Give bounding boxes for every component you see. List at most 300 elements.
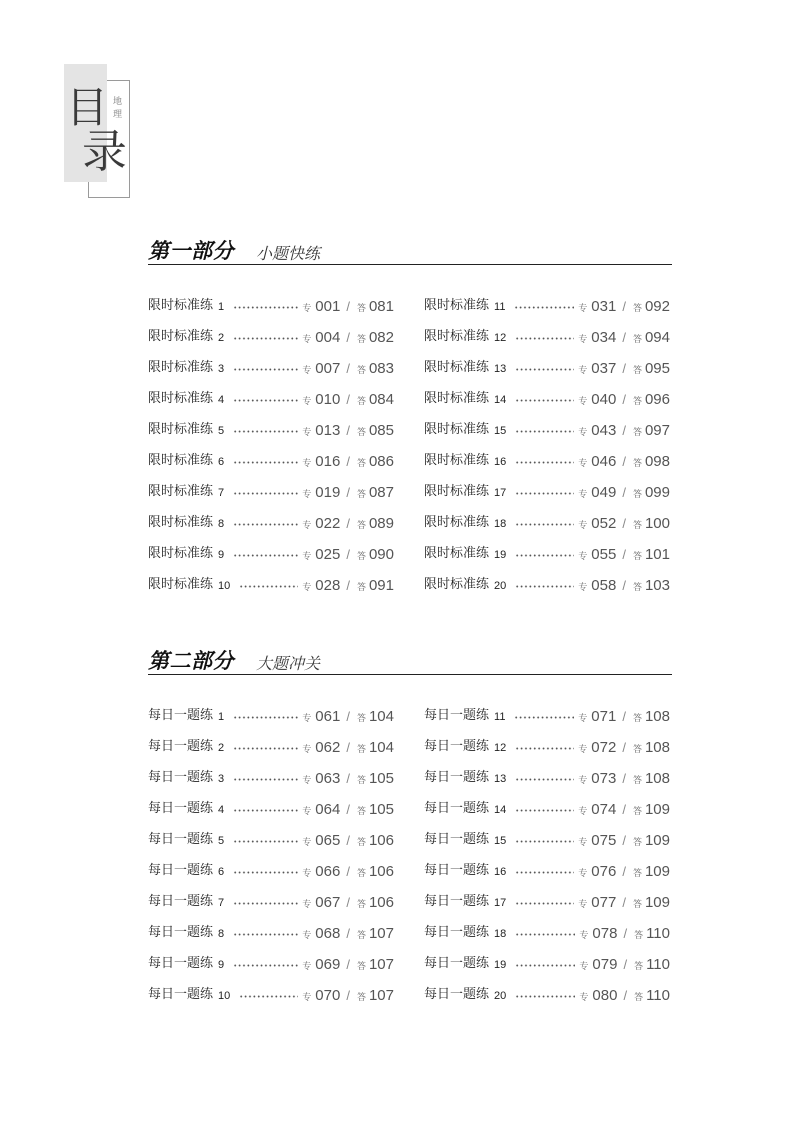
page-separator: / [346, 422, 350, 438]
answer-page-mark: 答 [632, 396, 642, 407]
page-reference [578, 577, 670, 594]
answer-page-number: 090 [368, 545, 394, 563]
entry-title: 限时标准练 [424, 422, 490, 437]
entry-title: 每日一题练 [424, 956, 490, 971]
answer-page-mark: 答 [356, 551, 366, 562]
entry-number: 7 [218, 487, 225, 499]
entry-title: 每日一题练 [424, 801, 490, 816]
page-separator: / [346, 739, 350, 755]
page-reference [578, 739, 670, 756]
entry-number: 18 [494, 518, 507, 530]
practice-page-number: 058 [591, 576, 617, 594]
entry-number: 14 [494, 804, 507, 816]
answer-page-mark: 答 [356, 744, 366, 755]
entry-number: 16 [494, 456, 507, 468]
practice-page-mark: 专 [578, 713, 588, 724]
practice-page-mark: 专 [302, 992, 312, 1003]
toc-entry [148, 420, 394, 440]
page-reference [302, 391, 394, 408]
toc-entry [148, 799, 394, 819]
answer-page-mark: 答 [356, 489, 366, 500]
page-reference [578, 329, 670, 346]
page-reference [302, 422, 394, 439]
entry-number: 12 [494, 332, 507, 344]
toc-entry [424, 861, 670, 881]
page-reference [302, 863, 394, 880]
entry-number: 5 [218, 425, 225, 437]
entry-title: 限时标准练 [148, 422, 214, 437]
answer-page-mark: 答 [632, 868, 642, 879]
answer-page-mark: 答 [356, 961, 366, 972]
entry-title: 每日一题练 [424, 832, 490, 847]
entry-number: 8 [218, 928, 225, 940]
page-separator: / [622, 484, 626, 500]
page-separator: / [346, 708, 350, 724]
entry-number: 20 [494, 990, 507, 1002]
entry-title: 限时标准练 [148, 391, 214, 406]
answer-page-mark: 答 [356, 365, 366, 376]
practice-page-mark: 专 [578, 744, 588, 755]
answer-page-mark: 答 [634, 992, 644, 1003]
practice-page-number: 031 [591, 297, 617, 315]
answer-page-mark: 答 [632, 334, 642, 345]
answer-page-number: 089 [368, 514, 394, 532]
dot-leader [515, 399, 574, 402]
answer-page-number: 109 [644, 831, 670, 849]
answer-page-mark: 答 [356, 775, 366, 786]
page-reference [578, 708, 670, 725]
practice-page-number: 028 [315, 576, 341, 594]
entry-title: 限时标准练 [424, 391, 490, 406]
dot-leader [233, 430, 298, 433]
toc-entry [424, 954, 670, 974]
entry-title: 每日一题练 [148, 863, 214, 878]
page-separator: / [622, 770, 626, 786]
entry-title: 限时标准练 [148, 453, 214, 468]
toc-entry [148, 768, 394, 788]
answer-page-number: 108 [644, 707, 670, 725]
dot-leader [233, 492, 298, 495]
answer-page-number: 110 [646, 924, 670, 942]
answer-page-number: 104 [368, 738, 394, 756]
toc-list [148, 296, 672, 596]
practice-page-number: 022 [315, 514, 341, 532]
dot-leader [233, 933, 298, 936]
dot-leader [514, 716, 574, 719]
toc-entry [148, 327, 394, 347]
entry-number: 2 [218, 742, 225, 754]
answer-page-number: 099 [644, 483, 670, 501]
dot-leader [515, 964, 575, 967]
toc-entry [148, 861, 394, 881]
dot-leader [515, 492, 574, 495]
toc-entry [148, 482, 394, 502]
toc-entry [424, 327, 670, 347]
toc-entry [148, 296, 394, 316]
answer-page-mark: 答 [356, 582, 366, 593]
answer-page-mark: 答 [356, 930, 366, 941]
page-reference [578, 360, 670, 377]
entry-title: 限时标准练 [148, 546, 214, 561]
entry-title: 限时标准练 [424, 577, 490, 592]
practice-page-number: 043 [591, 421, 617, 439]
page-reference [579, 987, 670, 1004]
page-reference [302, 832, 394, 849]
part-label: 第二部分 [148, 649, 234, 673]
page-separator: / [346, 894, 350, 910]
answer-page-number: 109 [644, 862, 670, 880]
practice-page-mark: 专 [578, 427, 588, 438]
section-rule [148, 264, 672, 265]
page-separator: / [623, 956, 628, 972]
dot-leader [515, 585, 574, 588]
dot-leader [515, 995, 575, 998]
answer-page-number: 108 [644, 738, 670, 756]
practice-page-mark: 专 [578, 303, 588, 314]
dot-leader [515, 368, 574, 371]
dot-leader [233, 399, 298, 402]
practice-page-mark: 专 [578, 365, 588, 376]
page-reference [302, 515, 394, 532]
toc-entry [424, 420, 670, 440]
page-reference [578, 863, 670, 880]
page-separator: / [622, 422, 626, 438]
answer-page-number: 095 [644, 359, 670, 377]
toc-entry [424, 985, 670, 1005]
practice-page-mark: 专 [302, 427, 312, 438]
page-separator: / [622, 863, 626, 879]
entry-number: 4 [218, 394, 225, 406]
page-separator: / [622, 453, 626, 469]
answer-page-number: 084 [368, 390, 394, 408]
answer-page-mark: 答 [632, 744, 642, 755]
practice-page-number: 075 [591, 831, 617, 849]
toc-entry [424, 892, 670, 912]
entry-title: 每日一题练 [424, 708, 490, 723]
page-separator: / [346, 546, 350, 562]
page-reference [578, 515, 670, 532]
page-title-char-1: 目 [66, 83, 109, 132]
page-separator: / [346, 832, 350, 848]
entry-number: 12 [494, 742, 507, 754]
practice-page-number: 052 [591, 514, 617, 532]
practice-page-number: 076 [591, 862, 617, 880]
practice-page-mark: 专 [578, 334, 588, 345]
page-reference [302, 360, 394, 377]
page-separator: / [346, 577, 350, 593]
answer-page-number: 109 [644, 893, 670, 911]
toc-entry [148, 513, 394, 533]
practice-page-number: 066 [315, 862, 341, 880]
answer-page-mark: 答 [632, 551, 642, 562]
practice-page-number: 010 [315, 390, 341, 408]
dot-leader [233, 747, 298, 750]
entry-title: 限时标准练 [424, 484, 490, 499]
page-separator: / [622, 739, 626, 755]
answer-page-number: 097 [644, 421, 670, 439]
answer-page-number: 108 [644, 769, 670, 787]
dot-leader [515, 902, 574, 905]
answer-page-number: 081 [368, 297, 394, 315]
answer-page-number: 109 [644, 800, 670, 818]
answer-page-number: 096 [644, 390, 670, 408]
answer-page-number: 107 [368, 924, 394, 942]
answer-page-number: 101 [644, 545, 670, 563]
page-reference [302, 801, 394, 818]
entry-title: 限时标准练 [148, 484, 214, 499]
toc-entry [148, 985, 394, 1005]
dot-leader [233, 840, 298, 843]
part-title: 大题冲关 [256, 654, 321, 673]
toc-list [148, 706, 672, 1006]
entry-number: 13 [494, 363, 507, 375]
practice-page-mark: 专 [302, 713, 312, 724]
page-separator: / [346, 453, 350, 469]
entry-number: 20 [494, 580, 507, 592]
practice-page-mark: 专 [578, 806, 588, 817]
practice-page-mark: 专 [578, 868, 588, 879]
practice-page-number: 013 [315, 421, 341, 439]
answer-page-mark: 答 [356, 806, 366, 817]
page-separator: / [622, 801, 626, 817]
practice-page-mark: 专 [302, 303, 312, 314]
page-reference [579, 925, 670, 942]
page-reference [302, 329, 394, 346]
toc-entry [148, 830, 394, 850]
answer-page-mark: 答 [632, 427, 642, 438]
practice-page-number: 019 [315, 483, 341, 501]
practice-page-number: 046 [591, 452, 617, 470]
practice-page-mark: 专 [302, 837, 312, 848]
toc-entry [424, 296, 670, 316]
page-separator: / [346, 484, 350, 500]
answer-page-mark: 答 [632, 520, 642, 531]
entry-title: 每日一题练 [424, 863, 490, 878]
practice-page-number: 069 [315, 955, 341, 973]
answer-page-number: 107 [368, 955, 394, 973]
answer-page-number: 091 [368, 576, 394, 594]
subject-label-char-1: 地 [113, 97, 123, 107]
answer-page-number: 086 [368, 452, 394, 470]
dot-leader [515, 461, 574, 464]
answer-page-number: 094 [644, 328, 670, 346]
toc-entry [148, 451, 394, 471]
page-separator: / [346, 925, 350, 941]
practice-page-mark: 专 [579, 930, 589, 941]
entry-title: 每日一题练 [148, 832, 214, 847]
entry-title: 每日一题练 [148, 739, 214, 754]
dot-leader [515, 554, 574, 557]
entry-title: 每日一题练 [424, 739, 490, 754]
answer-page-number: 092 [644, 297, 670, 315]
practice-page-number: 071 [591, 707, 617, 725]
answer-page-number: 082 [368, 328, 394, 346]
answer-page-mark: 答 [634, 930, 644, 941]
answer-page-mark: 答 [356, 458, 366, 469]
answer-page-number: 106 [368, 893, 394, 911]
practice-page-number: 016 [315, 452, 341, 470]
practice-page-mark: 专 [302, 961, 312, 972]
toc-entry [148, 575, 394, 595]
answer-page-mark: 答 [632, 303, 642, 314]
dot-leader [233, 964, 298, 967]
entry-number: 6 [218, 866, 225, 878]
answer-page-mark: 答 [356, 837, 366, 848]
practice-page-number: 061 [315, 707, 341, 725]
toc-entry [424, 799, 670, 819]
page-reference [302, 925, 394, 942]
answer-page-number: 107 [368, 986, 394, 1004]
page-separator: / [346, 298, 350, 314]
toc-entry [424, 389, 670, 409]
entry-number: 19 [494, 959, 507, 971]
practice-page-mark: 专 [302, 744, 312, 755]
entry-title: 每日一题练 [148, 956, 214, 971]
toc-entry [424, 544, 670, 564]
part-title: 小题快练 [256, 244, 321, 263]
practice-page-mark: 专 [579, 992, 589, 1003]
practice-page-number: 073 [591, 769, 617, 787]
answer-page-mark: 答 [356, 520, 366, 531]
page-separator: / [622, 360, 626, 376]
entry-number: 17 [494, 897, 507, 909]
practice-page-number: 070 [315, 986, 341, 1004]
entry-number: 9 [218, 959, 225, 971]
answer-page-mark: 答 [356, 396, 366, 407]
practice-page-number: 062 [315, 738, 341, 756]
answer-page-mark: 答 [632, 775, 642, 786]
toc-entry [148, 737, 394, 757]
practice-page-number: 040 [591, 390, 617, 408]
practice-page-mark: 专 [578, 899, 588, 910]
page-reference [578, 770, 670, 787]
entry-number: 10 [218, 580, 231, 592]
entry-title: 每日一题练 [148, 925, 214, 940]
practice-page-mark: 专 [302, 334, 312, 345]
dot-leader [515, 337, 574, 340]
entry-number: 9 [218, 549, 225, 561]
answer-page-number: 110 [646, 955, 670, 973]
entry-number: 5 [218, 835, 225, 847]
entry-number: 10 [218, 990, 231, 1002]
entry-title: 限时标准练 [424, 453, 490, 468]
toc-entry [148, 544, 394, 564]
page-separator: / [346, 956, 350, 972]
entry-title: 限时标准练 [424, 360, 490, 375]
entry-number: 3 [218, 773, 225, 785]
dot-leader [515, 933, 575, 936]
page-separator: / [346, 515, 350, 531]
dot-leader [233, 809, 298, 812]
entry-number: 14 [494, 394, 507, 406]
practice-page-number: 067 [315, 893, 341, 911]
entry-title: 限时标准练 [424, 515, 490, 530]
entry-title: 限时标准练 [424, 298, 490, 313]
page-reference [302, 770, 394, 787]
practice-page-number: 007 [315, 359, 341, 377]
answer-page-mark: 答 [634, 961, 644, 972]
dot-leader [515, 430, 574, 433]
page-title-char-2: 录 [82, 125, 128, 178]
page-separator: / [346, 770, 350, 786]
page-reference [578, 801, 670, 818]
dot-leader [233, 902, 298, 905]
practice-page-number: 072 [591, 738, 617, 756]
practice-page-number: 055 [591, 545, 617, 563]
page-reference [302, 956, 394, 973]
page-reference [578, 391, 670, 408]
page-reference [302, 298, 394, 315]
answer-page-mark: 答 [632, 837, 642, 848]
page-separator: / [622, 577, 626, 593]
toc-section-part-2 [148, 650, 672, 1020]
page-reference [578, 484, 670, 501]
entry-number: 7 [218, 897, 225, 909]
entry-number: 11 [494, 301, 506, 313]
practice-page-mark: 专 [302, 930, 312, 941]
entry-number: 3 [218, 363, 225, 375]
entry-number: 13 [494, 773, 507, 785]
subject-label-char-2: 理 [113, 110, 123, 120]
entry-title: 限时标准练 [148, 298, 214, 313]
page-separator: / [346, 360, 350, 376]
page-reference [302, 739, 394, 756]
answer-page-mark: 答 [356, 334, 366, 345]
page-separator: / [622, 515, 626, 531]
practice-page-mark: 专 [578, 489, 588, 500]
page-reference [302, 708, 394, 725]
entry-title: 每日一题练 [148, 801, 214, 816]
entry-number: 4 [218, 804, 225, 816]
entry-number: 1 [218, 301, 225, 313]
entry-title: 限时标准练 [148, 577, 214, 592]
dot-leader [233, 716, 298, 719]
page-separator: / [622, 298, 626, 314]
entry-number: 19 [494, 549, 507, 561]
toc-entry [424, 923, 670, 943]
toc-entry [424, 706, 670, 726]
answer-page-number: 106 [368, 831, 394, 849]
page-reference [302, 484, 394, 501]
toc-entry [424, 513, 670, 533]
answer-page-mark: 答 [632, 713, 642, 724]
dot-leader [233, 523, 298, 526]
dot-leader [515, 809, 574, 812]
page-reference [578, 453, 670, 470]
toc-entry [424, 737, 670, 757]
entry-number: 15 [494, 835, 507, 847]
toc-entry [424, 482, 670, 502]
page-separator: / [623, 925, 628, 941]
practice-page-mark: 专 [302, 396, 312, 407]
entry-number: 16 [494, 866, 507, 878]
page-reference [302, 453, 394, 470]
practice-page-mark: 专 [579, 961, 589, 972]
page-separator: / [622, 708, 626, 724]
practice-page-mark: 专 [302, 775, 312, 786]
dot-leader [515, 871, 574, 874]
page-separator: / [346, 863, 350, 879]
answer-page-mark: 答 [632, 489, 642, 500]
answer-page-number: 105 [368, 769, 394, 787]
entry-title: 每日一题练 [148, 770, 214, 785]
entry-number: 1 [218, 711, 225, 723]
practice-page-number: 068 [315, 924, 341, 942]
practice-page-mark: 专 [302, 520, 312, 531]
answer-page-number: 087 [368, 483, 394, 501]
page-reference [578, 546, 670, 563]
entry-number: 6 [218, 456, 225, 468]
